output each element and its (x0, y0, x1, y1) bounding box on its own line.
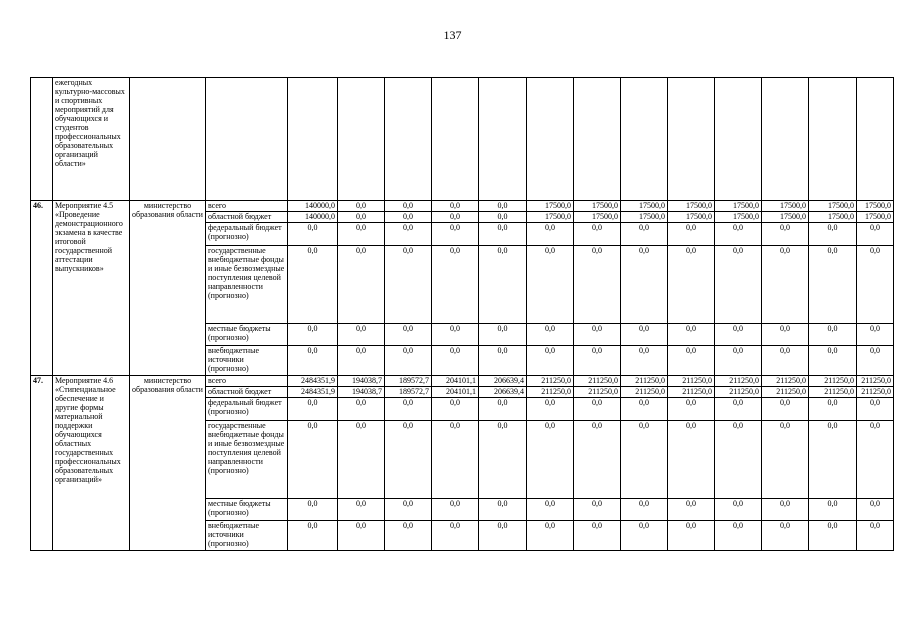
value-cell: 0,0 (527, 346, 574, 376)
executor-cell (130, 78, 206, 201)
table-row (31, 201, 894, 212)
value-cell: 0,0 (715, 521, 762, 551)
value-cell: 0,0 (527, 223, 574, 246)
value-cell: 0,0 (479, 398, 527, 421)
row-number-cell: 47. (31, 376, 53, 551)
event-name-cell: ежегодных культурно-массовых и спортивных мероприятий для обучающихся и студентов профессиональных образовательных организаций области» (53, 78, 130, 201)
value-cell: 17500,0 (574, 201, 621, 212)
value-cell: 17500,0 (527, 212, 574, 223)
budget-table (30, 77, 894, 551)
value-cell: 0,0 (621, 223, 668, 246)
funding-source-cell: местные бюджеты (прогнозно) (206, 324, 288, 346)
value-cell: 0,0 (479, 346, 527, 376)
value-cell: 204101,1 (432, 387, 479, 398)
funding-source-cell: местные бюджеты (прогнозно) (206, 499, 288, 521)
value-cell: 0,0 (809, 246, 857, 324)
funding-source-cell: всего (206, 376, 288, 387)
value-cell: 0,0 (527, 499, 574, 521)
value-cell: 17500,0 (762, 201, 809, 212)
value-cell: 0,0 (338, 212, 385, 223)
value-cell: 17500,0 (715, 201, 762, 212)
value-cell: 211250,0 (762, 376, 809, 387)
value-cell: 0,0 (432, 398, 479, 421)
value-cell: 0,0 (715, 499, 762, 521)
value-cell: 0,0 (338, 324, 385, 346)
value-cell: 0,0 (432, 212, 479, 223)
value-cell: 0,0 (288, 421, 338, 499)
value-cell: 140000,0 (288, 212, 338, 223)
value-cell: 0,0 (762, 246, 809, 324)
value-cell (574, 78, 621, 201)
value-cell: 0,0 (809, 398, 857, 421)
value-cell: 211250,0 (621, 376, 668, 387)
value-cell: 211250,0 (574, 387, 621, 398)
value-cell: 17500,0 (621, 201, 668, 212)
value-cell: 0,0 (385, 223, 432, 246)
value-cell: 0,0 (762, 521, 809, 551)
value-cell: 17500,0 (621, 212, 668, 223)
value-cell: 0,0 (527, 521, 574, 551)
value-cell: 0,0 (574, 499, 621, 521)
value-cell: 204101,1 (432, 376, 479, 387)
value-cell: 0,0 (288, 398, 338, 421)
value-cell: 0,0 (432, 246, 479, 324)
value-cell: 0,0 (857, 246, 894, 324)
value-cell: 0,0 (479, 246, 527, 324)
value-cell: 2484351,9 (288, 376, 338, 387)
value-cell: 17500,0 (527, 201, 574, 212)
value-cell: 0,0 (715, 398, 762, 421)
funding-source-cell: областной бюджет (206, 212, 288, 223)
value-cell: 0,0 (574, 398, 621, 421)
value-cell: 194038,7 (338, 376, 385, 387)
value-cell: 0,0 (479, 223, 527, 246)
value-cell: 0,0 (288, 324, 338, 346)
event-name-cell: Мероприятие 4.6 «Стипендиальное обеспечение и другие формы материальной поддержки обучающихся областных государственных профессиональных образовательных организаций» (53, 376, 130, 551)
value-cell: 0,0 (857, 398, 894, 421)
value-cell: 0,0 (668, 246, 715, 324)
value-cell (762, 78, 809, 201)
value-cell: 17500,0 (857, 201, 894, 212)
funding-source-cell: государственные внебюджетные фонды и иные безвозмездные поступления целевой направленности (прогнозно) (206, 421, 288, 499)
value-cell: 211250,0 (715, 376, 762, 387)
value-cell (479, 78, 527, 201)
executor-cell: министерство образования области (130, 201, 206, 376)
value-cell: 0,0 (809, 499, 857, 521)
value-cell: 0,0 (621, 499, 668, 521)
value-cell: 211250,0 (762, 387, 809, 398)
value-cell: 211250,0 (857, 376, 894, 387)
executor-cell: министерство образования области (130, 376, 206, 551)
value-cell: 0,0 (527, 421, 574, 499)
value-cell: 0,0 (385, 346, 432, 376)
value-cell: 0,0 (668, 398, 715, 421)
value-cell: 0,0 (715, 324, 762, 346)
value-cell: 0,0 (857, 223, 894, 246)
value-cell: 0,0 (479, 201, 527, 212)
value-cell: 0,0 (288, 521, 338, 551)
value-cell: 0,0 (621, 246, 668, 324)
table-row-continuation (31, 78, 894, 201)
value-cell: 0,0 (527, 324, 574, 346)
funding-source-cell: государственные внебюджетные фонды и иные безвозмездные поступления целевой направленности (прогнозно) (206, 246, 288, 324)
value-cell: 0,0 (432, 521, 479, 551)
value-cell: 0,0 (668, 421, 715, 499)
value-cell: 0,0 (574, 346, 621, 376)
value-cell: 17500,0 (762, 212, 809, 223)
value-cell (668, 78, 715, 201)
value-cell: 0,0 (574, 223, 621, 246)
value-cell: 0,0 (338, 246, 385, 324)
value-cell: 0,0 (809, 324, 857, 346)
value-cell: 0,0 (288, 223, 338, 246)
value-cell: 0,0 (857, 521, 894, 551)
value-cell: 0,0 (527, 398, 574, 421)
value-cell: 0,0 (432, 499, 479, 521)
value-cell: 0,0 (432, 201, 479, 212)
value-cell: 0,0 (762, 324, 809, 346)
value-cell: 0,0 (432, 223, 479, 246)
value-cell: 189572,7 (385, 376, 432, 387)
funding-source-cell: федеральный бюджет (прогнозно) (206, 223, 288, 246)
funding-source-cell: областной бюджет (206, 387, 288, 398)
value-cell: 211250,0 (715, 387, 762, 398)
number-cell (31, 78, 53, 201)
value-cell: 0,0 (432, 346, 479, 376)
value-cell: 0,0 (432, 324, 479, 346)
value-cell: 0,0 (338, 398, 385, 421)
value-cell (715, 78, 762, 201)
value-cell: 211250,0 (621, 387, 668, 398)
value-cell (527, 78, 574, 201)
value-cell: 0,0 (762, 499, 809, 521)
funding-source-cell: федеральный бюджет (прогнозно) (206, 398, 288, 421)
value-cell (621, 78, 668, 201)
value-cell: 0,0 (479, 499, 527, 521)
value-cell: 17500,0 (668, 201, 715, 212)
value-cell: 206639,4 (479, 387, 527, 398)
value-cell: 0,0 (385, 201, 432, 212)
value-cell: 0,0 (385, 212, 432, 223)
value-cell (288, 78, 338, 201)
value-cell: 0,0 (288, 346, 338, 376)
value-cell: 17500,0 (574, 212, 621, 223)
value-cell: 0,0 (385, 324, 432, 346)
value-cell: 211250,0 (574, 376, 621, 387)
value-cell (809, 78, 857, 201)
value-cell: 0,0 (432, 421, 479, 499)
value-cell: 211250,0 (668, 387, 715, 398)
funding-source-cell: внебюджетные источники (прогнозно) (206, 521, 288, 551)
value-cell: 0,0 (574, 324, 621, 346)
value-cell: 0,0 (857, 421, 894, 499)
value-cell: 189572,7 (385, 387, 432, 398)
value-cell: 0,0 (574, 421, 621, 499)
value-cell: 0,0 (762, 421, 809, 499)
value-cell: 0,0 (338, 521, 385, 551)
value-cell: 17500,0 (809, 212, 857, 223)
value-cell: 0,0 (809, 346, 857, 376)
value-cell: 0,0 (621, 398, 668, 421)
value-cell: 0,0 (338, 346, 385, 376)
value-cell (857, 78, 894, 201)
value-cell: 0,0 (715, 421, 762, 499)
value-cell: 0,0 (621, 521, 668, 551)
value-cell: 206639,4 (479, 376, 527, 387)
value-cell: 0,0 (288, 246, 338, 324)
value-cell: 0,0 (715, 346, 762, 376)
value-cell: 17500,0 (857, 212, 894, 223)
value-cell: 0,0 (857, 499, 894, 521)
value-cell: 17500,0 (809, 201, 857, 212)
value-cell: 0,0 (288, 499, 338, 521)
value-cell: 0,0 (762, 398, 809, 421)
value-cell: 0,0 (479, 212, 527, 223)
value-cell: 211250,0 (809, 387, 857, 398)
value-cell: 0,0 (668, 499, 715, 521)
value-cell: 0,0 (385, 421, 432, 499)
value-cell: 0,0 (809, 421, 857, 499)
value-cell: 0,0 (668, 223, 715, 246)
value-cell: 0,0 (479, 324, 527, 346)
value-cell: 0,0 (621, 346, 668, 376)
row-number-cell: 46. (31, 201, 53, 376)
value-cell: 211250,0 (527, 376, 574, 387)
value-cell: 211250,0 (527, 387, 574, 398)
source-cell (206, 78, 288, 201)
value-cell: 0,0 (715, 246, 762, 324)
value-cell (338, 78, 385, 201)
value-cell: 0,0 (621, 421, 668, 499)
value-cell: 17500,0 (715, 212, 762, 223)
value-cell: 0,0 (715, 223, 762, 246)
value-cell: 0,0 (668, 521, 715, 551)
value-cell: 0,0 (527, 246, 574, 324)
value-cell: 0,0 (338, 499, 385, 521)
value-cell: 0,0 (574, 521, 621, 551)
value-cell: 0,0 (338, 201, 385, 212)
budget-table-body (31, 78, 894, 551)
value-cell: 140000,0 (288, 201, 338, 212)
value-cell: 0,0 (385, 398, 432, 421)
value-cell: 0,0 (762, 346, 809, 376)
value-cell: 0,0 (385, 246, 432, 324)
funding-source-cell: внебюджетные источники (прогнозно) (206, 346, 288, 376)
event-name-cell: Мероприятие 4.5 «Проведение демонстрационного экзамена в качестве итоговой государственной аттестации выпускников» (53, 201, 130, 376)
value-cell: 0,0 (857, 324, 894, 346)
value-cell: 0,0 (621, 324, 668, 346)
value-cell: 0,0 (338, 421, 385, 499)
value-cell: 0,0 (479, 421, 527, 499)
value-cell: 2484351,9 (288, 387, 338, 398)
page-number: 137 (443, 28, 462, 42)
value-cell: 0,0 (809, 223, 857, 246)
value-cell: 17500,0 (668, 212, 715, 223)
value-cell: 211250,0 (668, 376, 715, 387)
value-cell: 0,0 (338, 223, 385, 246)
value-cell: 0,0 (385, 521, 432, 551)
value-cell (385, 78, 432, 201)
value-cell: 0,0 (668, 346, 715, 376)
value-cell (432, 78, 479, 201)
value-cell: 0,0 (857, 346, 894, 376)
value-cell: 0,0 (668, 324, 715, 346)
value-cell: 0,0 (574, 246, 621, 324)
value-cell: 0,0 (762, 223, 809, 246)
table-row (31, 376, 894, 387)
value-cell: 0,0 (809, 521, 857, 551)
value-cell: 211250,0 (857, 387, 894, 398)
value-cell: 194038,7 (338, 387, 385, 398)
value-cell: 0,0 (479, 521, 527, 551)
funding-source-cell: всего (206, 201, 288, 212)
value-cell: 0,0 (385, 499, 432, 521)
value-cell: 211250,0 (809, 376, 857, 387)
